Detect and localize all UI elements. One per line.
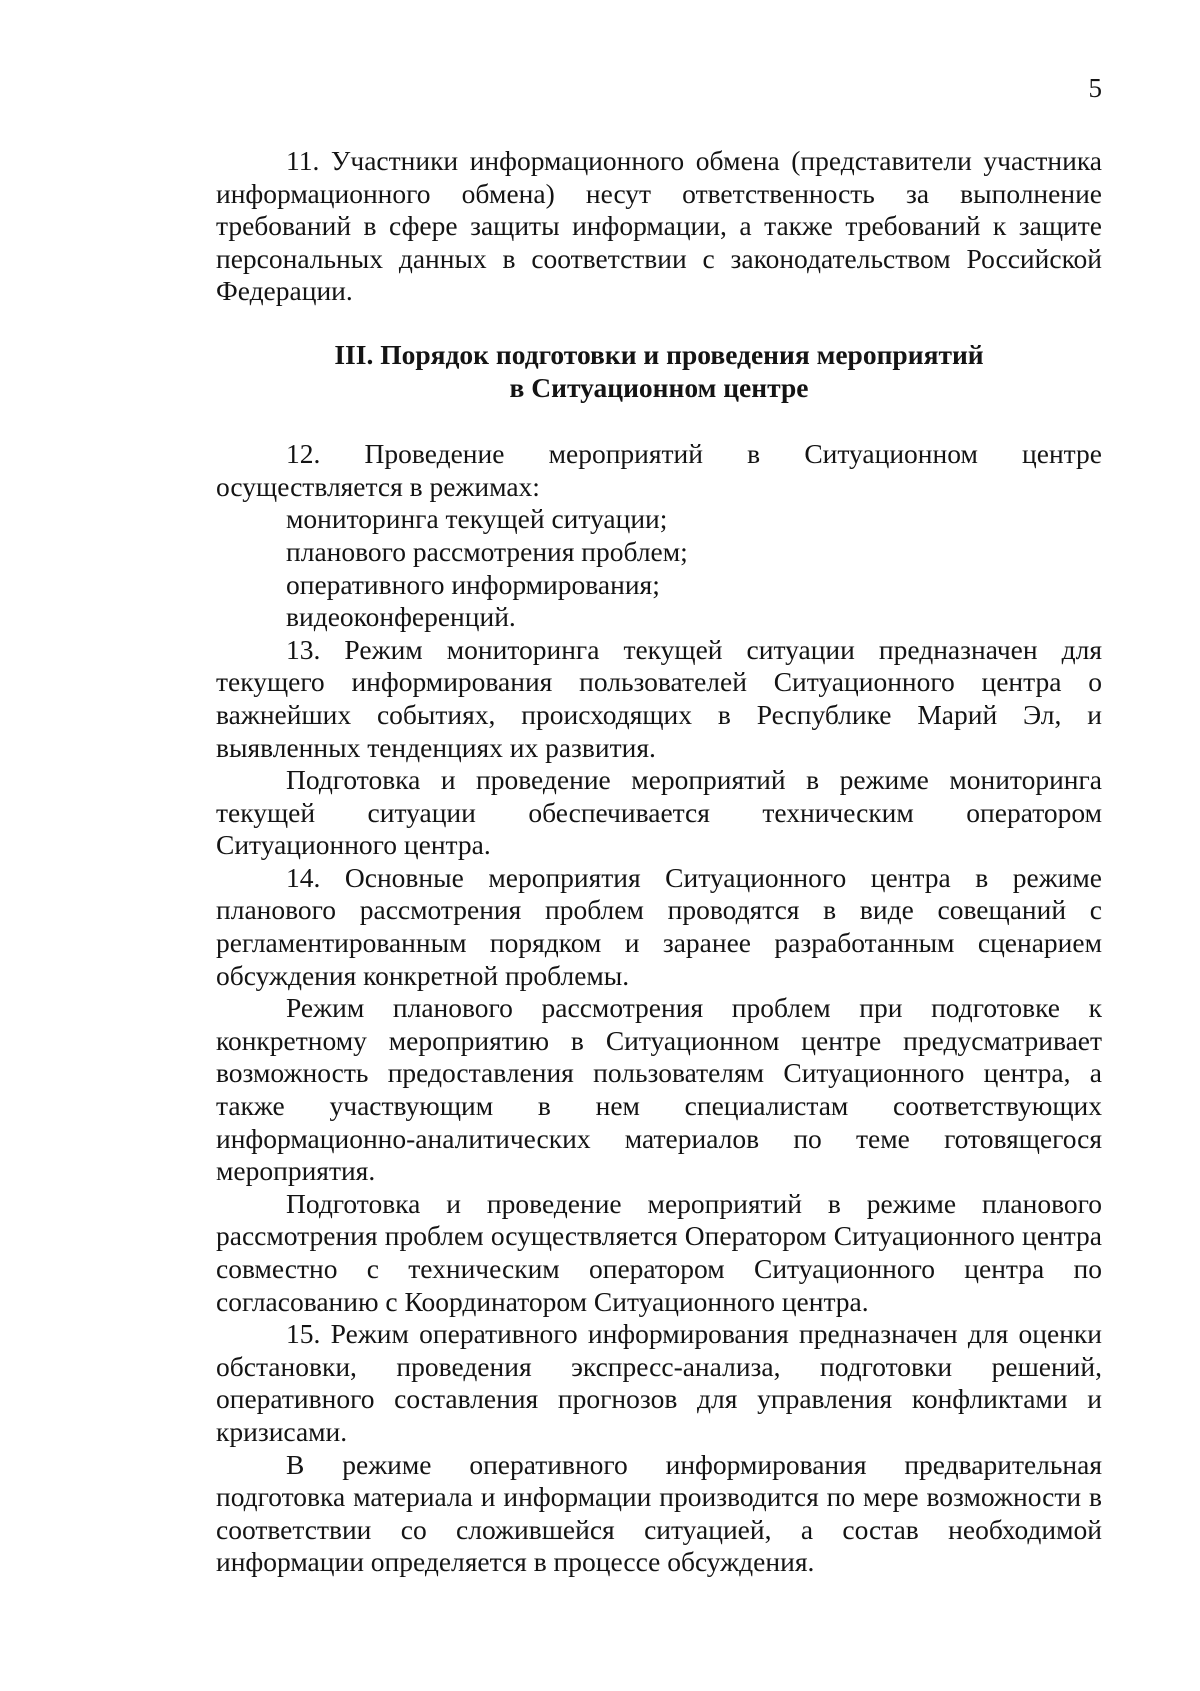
paragraph-item-11: 11. Участники информационного обмена (представители участника информационного обмена) несут ответственность за выполнение требований в сфере защиты информации, а также требований к защите персональных данных в соответствии с законодательством Российской Федерации. (216, 145, 1102, 307)
paragraph-operative-mode: В режиме оперативного информирования предварительная подготовка материала и информации производится по мере возможности в соответствии со сложившейся ситуацией, а состав необходимой информации определяется в процессе обсуждения. (216, 1448, 1102, 1578)
paragraph-planned-review-mode: Режим планового рассмотрения проблем при подготовке к конкретному мероприятию в Ситуационном центре предусматривает возможность предоставления пользователям Ситуационного центра, а также участвующим в нем специалистам соответствующих информационно-аналитических материалов по теме готовящегося мероприятия. (216, 992, 1102, 1187)
paragraph-planned-review-preparation: Подготовка и проведение мероприятий в режиме планового рассмотрения проблем осуществляется Оператором Ситуационного центра совместно с техническим оператором Ситуационного центра по согласованию с Координатором Ситуационного центра. (216, 1187, 1102, 1317)
section-heading (216, 339, 1102, 404)
mode-list-item: видеоконференций. (286, 601, 516, 633)
paragraph-item-15: 15. Режим оперативного информирования предназначен для оценки обстановки, проведения экспресс-анализа, подготовки решений, оперативного составления прогнозов для управления конфликтами и кризисами. (216, 1318, 1102, 1447)
page-number: 5 (1088, 73, 1102, 103)
mode-list-item: мониторинга текущей ситуации; (286, 503, 668, 535)
paragraph-monitoring-preparation: Подготовка и проведение мероприятий в режиме мониторинга текущей ситуации обеспечивается техническим оператором Ситуационного центра. (216, 764, 1102, 861)
section-heading-line-1: III. Порядок подготовки и проведения мероприятий (334, 338, 984, 370)
document-body (216, 145, 1102, 1579)
mode-list-item: оперативного информирования; (286, 568, 660, 600)
mode-list-item: планового рассмотрения проблем; (286, 535, 688, 567)
paragraph-item-13: 13. Режим мониторинга текущей ситуации предназначен для текущего информирования пользователей Ситуационного центра о важнейших событиях, происходящих в Республике Марий Эл, и выявленных тенденциях их развития. (216, 633, 1102, 763)
section-heading-line-2: в Ситуационном центре (509, 371, 809, 403)
paragraph-item-12: 12. Проведение мероприятий в Ситуационном центре осуществляется в режимах: (216, 438, 1102, 502)
paragraph-item-14: 14. Основные мероприятия Ситуационного центра в режиме планового рассмотрения проблем проводятся в виде совещаний с регламентированным порядком и заранее разработанным сценарием обсуждения конкретной проблемы. (216, 861, 1102, 991)
